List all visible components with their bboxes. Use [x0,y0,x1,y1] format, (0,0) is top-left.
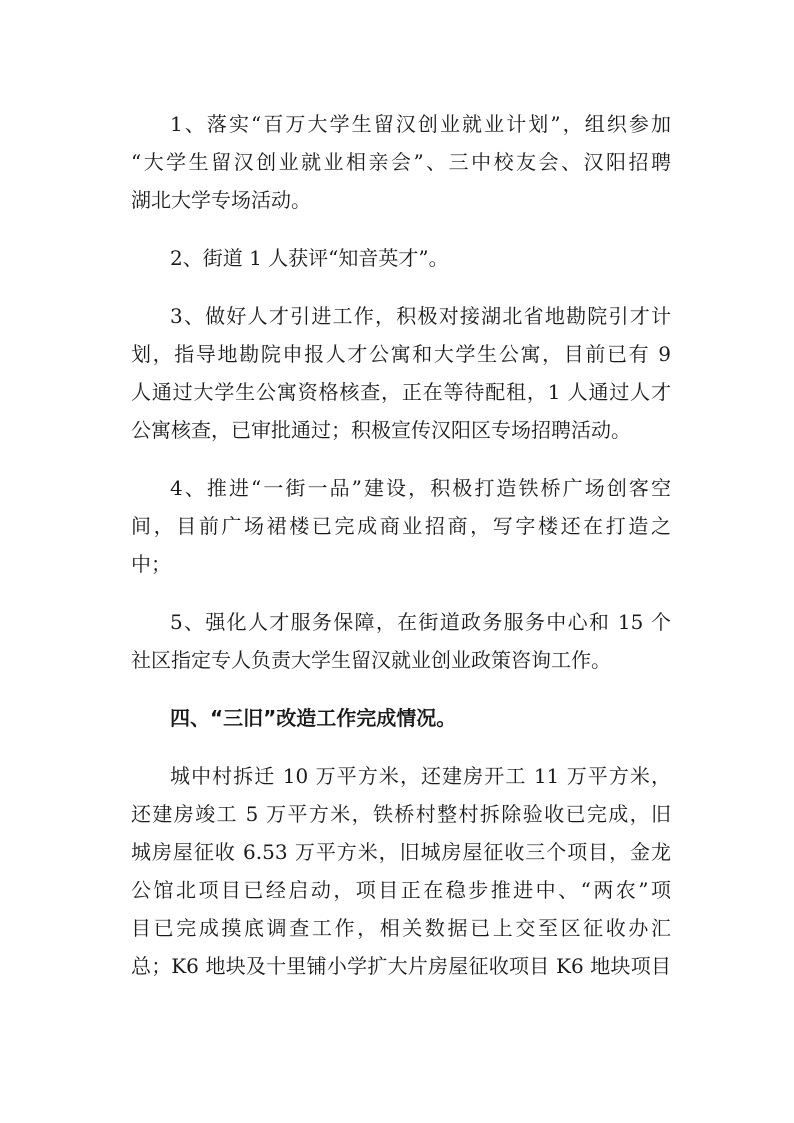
paragraph-1-line-3: 湖北大学专场活动。 [131,188,311,212]
body-line-2: 还建房竣工 5 万平方米，铁桥村整村拆除验收已完成，旧 [131,802,671,826]
paragraph-4-line-1: 4、推进“一街一品”建设，积极打造铁桥广场创客空 [170,476,671,500]
section-heading: 四、“三旧”改造工作完成情况。 [170,706,457,730]
paragraph-2-line-1: 2、街道 1 人获评“知音英才”。 [170,246,449,270]
paragraph-3-line-3: 人通过大学生公寓资格核查，正在等待配租，1 人通过人才 [131,380,671,404]
paragraph-3-line-2: 划，指导地勘院申报人才公寓和大学生公寓，目前已有 9 [131,342,671,366]
paragraph-4-line-3: 中； [131,552,171,576]
body-line-1: 城中村拆迁 10 万平方米，还建房开工 11 万平方米， [170,764,671,788]
paragraph-5-line-2: 社区指定专人负责大学生留汉就业创业政策咨询工作。 [131,648,611,672]
paragraph-3-line-1: 3、做好人才引进工作，积极对接湖北省地勘院引才计 [170,304,671,328]
paragraph-1-line-2: “大学生留汉创业就业相亲会”、三中校友会、汉阳招聘 [131,150,671,174]
paragraph-4-line-2: 间，目前广场裙楼已完成商业招商，写字楼还在打造之 [131,514,671,538]
body-line-5: 目已完成摸底调查工作，相关数据已上交至区征收办汇 [131,916,671,940]
body-line-3: 城房屋征收 6.53 万平方米，旧城房屋征收三个项目，金龙 [131,840,671,864]
paragraph-5-line-1: 5、强化人才服务保障，在街道政务服务中心和 15 个 [170,610,671,634]
paragraph-1-line-1: 1、落实“百万大学生留汉创业就业计划”，组织参加 [170,112,671,136]
paragraph-3-line-4: 公寓核查，已审批通过；积极宣传汉阳区专场招聘活动。 [131,418,631,442]
body-line-6: 总；K6 地块及十里铺小学扩大片房屋征收项目 K6 地块项目 [131,954,671,978]
body-line-4: 公馆北项目已经启动，项目正在稳步推进中、“两农”项 [131,878,671,902]
